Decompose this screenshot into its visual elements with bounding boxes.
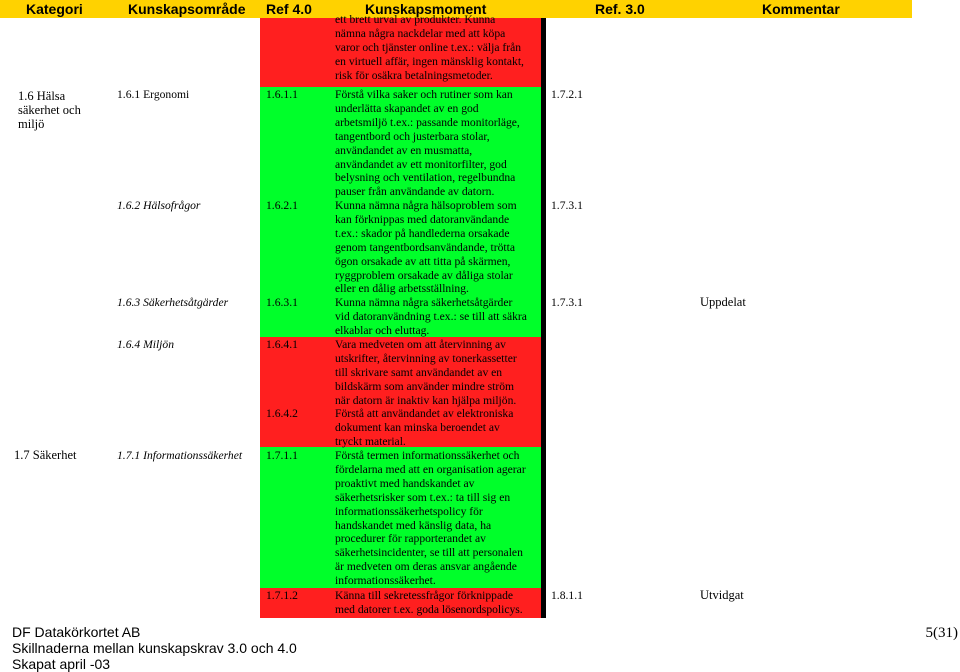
ref-1711: 1.7.1.1 [266, 449, 298, 462]
text-1621: Kunna nämna några hälsoproblem som kan förknippas med datoranvändande t.ex.: skador på handlederna orsakade genom tangentbordsanvändande, trötta ögon orsakade av att titta på skärmen, ryggproblem orsakade av dåliga stolar eller en dålig arbetsställning. [335, 199, 517, 296]
area-171: 1.7.1 Informationssäkerhet [117, 449, 243, 462]
text-1711: Förstå termen informationssäkerhet och fördelarna med att en organisation agerar proaktivt med handskandet av säkerhetsrisker som t.ex.: ta till sig en informationssäkerhetspolicy för handskandet med känslig data, ha procedurer för rapporterandet av säkerhetsincidenter, se till att personalen är medveten om deras ansvar angående informationssäkerhet. [335, 449, 526, 588]
column-divider [541, 18, 546, 618]
ref3-1621: 1.7.3.1 [551, 199, 583, 212]
header-ref40: Ref 4.0 [266, 1, 312, 17]
ref3-1712: 1.8.1.1 [551, 589, 583, 602]
header-kunskapsomrade: Kunskapsområde [128, 1, 246, 17]
text-1642: Förstå att användandet av elektroniska dokument kan minska beroendet av tryckt material. [335, 407, 514, 448]
area-163: 1.6.3 Säkerhetsåtgärder [117, 296, 229, 309]
ref-1631: 1.6.3.1 [266, 296, 298, 309]
footer-title: Skillnaderna mellan kunskapskrav 3.0 och 4.0 [12, 640, 297, 656]
comment-1631: Uppdelat [700, 295, 746, 309]
text-1631: Kunna nämna några säkerhetsåtgärder vid datoranvändning t.ex.: se till att säkra elkablar och eluttag. [335, 296, 527, 337]
area-162: 1.6.2 Hälsofrågor [117, 199, 201, 212]
category-17: 1.7 Säkerhet [14, 448, 77, 462]
comment-1712: Utvidgat [700, 588, 744, 602]
header-kategori: Kategori [26, 1, 83, 17]
ref-1642: 1.6.4.2 [266, 407, 298, 420]
header-ref30: Ref. 3.0 [595, 1, 645, 17]
page-number: 5(31) [925, 625, 958, 641]
header-kunskapsmoment: Kunskapsmoment [365, 1, 487, 17]
ref-1621: 1.6.2.1 [266, 199, 298, 212]
area-161: 1.6.1 Ergonomi [117, 88, 190, 101]
ref-1712: 1.7.1.2 [266, 589, 298, 602]
category-16: 1.6 Hälsa säkerhet och miljö [18, 89, 81, 131]
footer-date: Skapat april -03 [12, 656, 111, 672]
ref-1641: 1.6.4.1 [266, 338, 298, 351]
ref3-1631: 1.7.3.1 [551, 296, 583, 309]
text-top-fragment: ett brett urval av produkter. Kunna nämna några nackdelar med att köpa varor och tjänster online t.ex.: välja från en virtuell affär, ingen mänsklig kontakt, risk för osäkra betalningsmetoder. [335, 13, 524, 82]
area-164: 1.6.4 Miljön [117, 338, 175, 351]
ref-1611: 1.6.1.1 [266, 88, 298, 101]
text-1712: Känna till sekretessfrågor förknippade med datorer t.ex. goda lösenordspolicys. [335, 589, 523, 616]
header-kommentar: Kommentar [762, 1, 840, 17]
ref3-1611: 1.7.2.1 [551, 88, 583, 101]
text-1641: Vara medveten om att återvinning av utskrifter, återvinning av tonerkassetter till skrivare samt användandet av en bildskärm som använder mindre ström när datorn är inaktiv kan hjälpa miljön. [335, 338, 517, 407]
footer-company: DF Datakörkortet AB [12, 624, 141, 640]
text-1611: Förstå vilka saker och rutiner som kan underlätta skapandet av en god arbetsmiljö t.ex.: passande monitorläge, tangentbord och justerbara stolar, användandet av en musmatta, användandet av ett monitorfilter, god belysning och ventilation, regelbundna pauser från användande av datorn. [335, 88, 520, 199]
